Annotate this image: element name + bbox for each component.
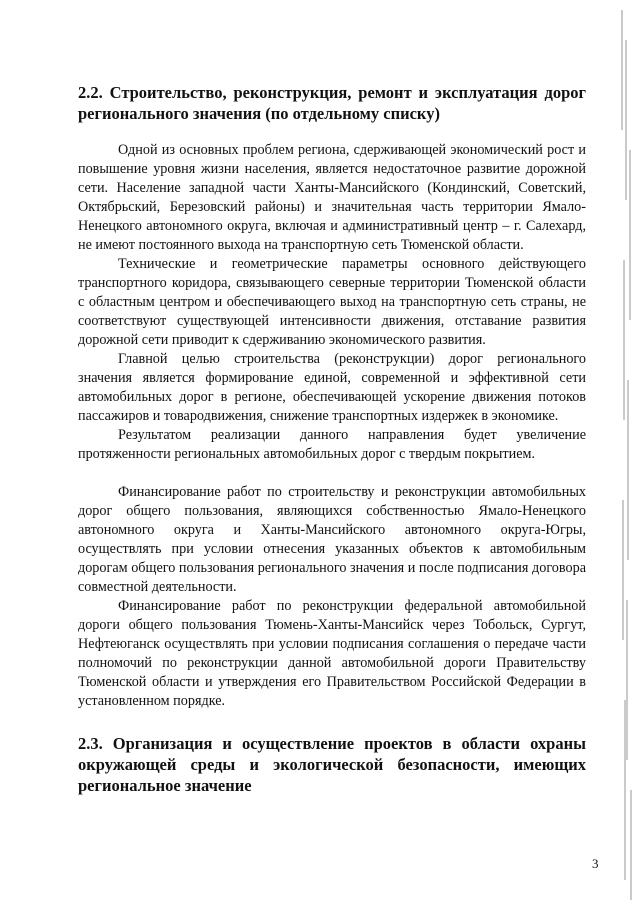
paragraph: Финансирование работ по строительству и реконструкции автомобильных дорог общего пользования, являющихся собственностью Ямало-Ненецкого автономного округа и Ханты-Мансийского автономного округа-Югры, осуществлять при условии отнесения указанных объектов к автомобильным дорогам общего пользования регионального значения и после подписания договора совместной деятельности. — [78, 484, 586, 595]
paragraph: Одной из основных проблем региона, сдерживающей экономический рост и повышение уровня жизни населения, является недостаточное развитие дорожной сети. Население западной части Ханты-Мансийского (Кондинский, Советский, Октябрьский, Березовский районы) и значительная часть территории Ямало-Ненецкого автономного округа, включая и административный центр – г. Салехард, не имеют постоянного выхода на транспортную сеть Тюменской области. — [78, 142, 586, 253]
paragraph: Главной целью строительства (реконструкции) дорог регионального значения является формирование единой, современной и эффективной сети автомобильных дорог в регионе, обеспечивающей ускорение движения потоков пассажиров и товародвижения, снижение транспортных издержек в экономике. — [78, 351, 586, 424]
page-number: 3 — [592, 856, 599, 871]
paragraph: Результатом реализации данного направления будет увеличение протяженности региональных автомобильных дорог с твердым покрытием. — [78, 427, 586, 462]
section-heading-2-2: 2.2. Строительство, реконструкция, ремонт и эксплуатация дорог регионального значения (по отдельному списку) — [78, 83, 586, 123]
paragraph: Финансирование работ по реконструкции федеральной автомобильной дороги общего пользования Тюмень-Ханты-Мансийск через Тобольск, Сургут, Нефтеюганск осуществлять при условии подписания соглашения о передаче части полномочий по реконструкции данной автомобильной дороги Правительству Тюменской области и утверждения его Правительством Российской Федерации в установленном порядке. — [78, 598, 586, 709]
paragraph: Технические и геометрические параметры основного действующего транспортного коридора, связывающего северные территории Тюменской области с областным центром и обеспечивающего выход на транспортную сеть страны, не соответствуют существующей интенсивности движения, отставание развития дорожной сети приводит к сдерживанию экономического развития. — [78, 256, 586, 348]
page-content — [78, 82, 586, 796]
section-heading-2-3: 2.3. Организация и осуществление проектов в области охраны окружающей среды и экологической безопасности, имеющих региональное значение — [78, 734, 586, 795]
scan-edge-marks — [600, 0, 640, 905]
